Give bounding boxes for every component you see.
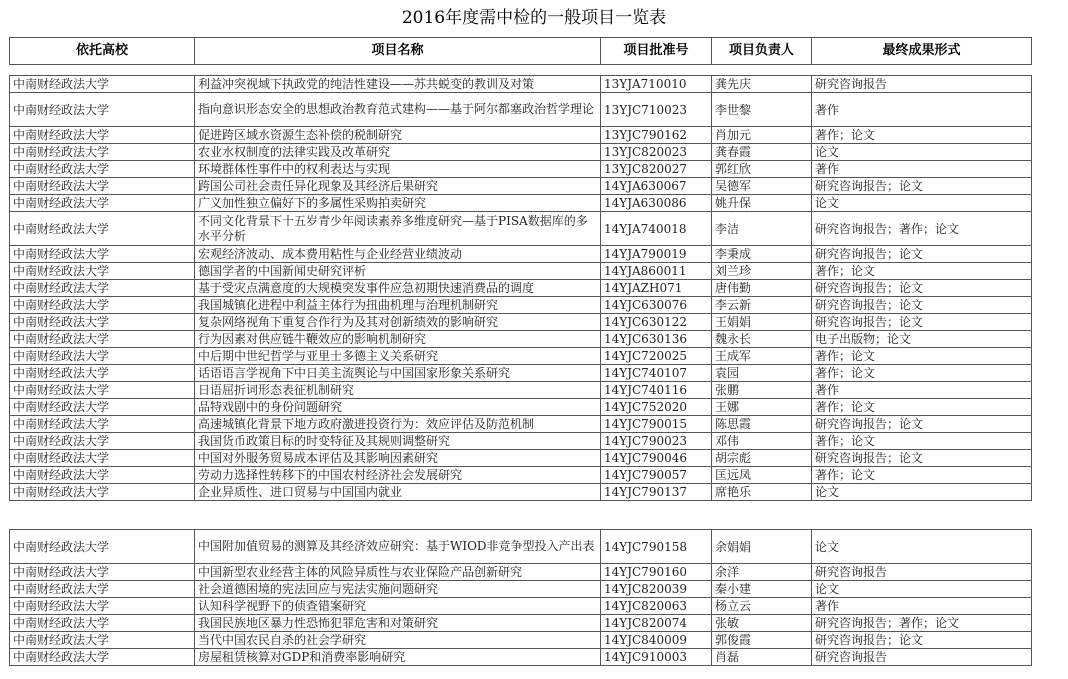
cell-approval-code: 14YJC820063 [601,598,712,615]
cell-project-name: 我国货币政策目标的时变特征及其规则调整研究 [195,433,601,450]
table-row [10,178,1032,195]
cell-approval-code: 14YJC910003 [601,649,712,666]
cell-leader: 余娟娟 [712,530,812,564]
cell-result-form: 研究咨询报告；论文 [812,314,1032,331]
cell-project-name: 跨国公司社会责任异化现象及其经济后果研究 [195,178,601,195]
table-row [10,212,1032,246]
cell-approval-code: 14YJC790023 [601,433,712,450]
cell-result-form: 著作；论文 [812,263,1032,280]
cell-school: 中南财经政法大学 [10,161,195,178]
cell-approval-code: 14YJC740116 [601,382,712,399]
cell-project-name: 利益冲突视域下执政党的纯洁性建设——苏共蜕变的教训及对策 [195,76,601,93]
table-header [9,37,1032,65]
cell-approval-code: 13YJC820027 [601,161,712,178]
table-row [10,331,1032,348]
table-row [10,297,1032,314]
cell-school: 中南财经政法大学 [10,649,195,666]
cell-project-name: 德国学者的中国新闻史研究评析 [195,263,601,280]
cell-school: 中南财经政法大学 [10,263,195,280]
cell-approval-code: 14YJC740107 [601,365,712,382]
cell-project-name: 中国附加值贸易的测算及其经济效应研究：基于WIOD非竞争型投入产出表 [195,530,601,564]
cell-school: 中南财经政法大学 [10,416,195,433]
cell-leader: 肖磊 [712,649,812,666]
cell-approval-code: 14YJC840009 [601,632,712,649]
cell-approval-code: 14YJA630086 [601,195,712,212]
project-table-group-2 [9,529,1032,666]
table-row [10,399,1032,416]
cell-result-form: 著作；论文 [812,433,1032,450]
table-row [10,484,1032,501]
cell-approval-code: 14YJC790137 [601,484,712,501]
cell-leader: 唐伟勤 [712,280,812,297]
table-row [10,382,1032,399]
cell-result-form: 研究咨询报告；论文 [812,632,1032,649]
cell-project-name: 广义加性独立偏好下的多属性采购拍卖研究 [195,195,601,212]
cell-result-form: 论文 [812,530,1032,564]
cell-project-name: 品特戏剧中的身份问题研究 [195,399,601,416]
header-result-form: 最终成果形式 [812,38,1032,65]
cell-school: 中南财经政法大学 [10,280,195,297]
cell-project-name: 话语语言学视角下中日美主流舆论与中国国家形象关系研究 [195,365,601,382]
table-row [10,76,1032,93]
cell-leader: 龚春霞 [712,144,812,161]
cell-approval-code: 14YJC820039 [601,581,712,598]
cell-result-form: 研究咨询报告；论文 [812,297,1032,314]
project-table-group-1 [9,75,1032,501]
cell-leader: 袁园 [712,365,812,382]
table-row [10,348,1032,365]
cell-leader: 王娜 [712,399,812,416]
header-approval-code: 项目批准号 [601,38,712,65]
cell-school: 中南财经政法大学 [10,581,195,598]
cell-approval-code: 14YJA860011 [601,263,712,280]
cell-leader: 李秉成 [712,246,812,263]
cell-project-name: 房屋租赁核算对GDP和消费率影响研究 [195,649,601,666]
cell-project-name: 认知科学视野下的侦查错案研究 [195,598,601,615]
table-row [10,467,1032,484]
cell-result-form: 论文 [812,195,1032,212]
table-row [10,161,1032,178]
cell-result-form: 研究咨询报告；著作；论文 [812,212,1032,246]
cell-result-form: 著作 [812,382,1032,399]
cell-school: 中南财经政法大学 [10,127,195,144]
cell-school: 中南财经政法大学 [10,297,195,314]
cell-result-form: 著作 [812,161,1032,178]
cell-leader: 匡远凤 [712,467,812,484]
cell-project-name: 复杂网络视角下重复合作行为及其对创新绩效的影响研究 [195,314,601,331]
cell-school: 中南财经政法大学 [10,615,195,632]
cell-approval-code: 14YJAZH071 [601,280,712,297]
cell-project-name: 高速城镇化背景下地方政府激进投资行为：效应评估及防范机制 [195,416,601,433]
cell-approval-code: 14YJC752020 [601,399,712,416]
cell-result-form: 研究咨询报告；论文 [812,416,1032,433]
cell-approval-code: 14YJC630136 [601,331,712,348]
cell-result-form: 研究咨询报告；论文 [812,246,1032,263]
cell-project-name: 促进跨区域水资源生态补偿的税制研究 [195,127,601,144]
cell-leader: 王娟娟 [712,314,812,331]
cell-approval-code: 13YJC710023 [601,93,712,127]
cell-result-form: 著作；论文 [812,365,1032,382]
cell-result-form: 论文 [812,484,1032,501]
table-row [10,195,1032,212]
cell-project-name: 当代中国农民自杀的社会学研究 [195,632,601,649]
cell-school: 中南财经政法大学 [10,564,195,581]
cell-leader: 郭红欣 [712,161,812,178]
cell-approval-code: 14YJA630067 [601,178,712,195]
cell-project-name: 不同文化背景下十五岁青少年阅读素养多维度研究—基于PISA数据库的多水平分析 [195,212,601,246]
cell-approval-code: 14YJC820074 [601,615,712,632]
cell-project-name: 中后期中世纪哲学与亚里士多德主义关系研究 [195,348,601,365]
cell-result-form: 著作；论文 [812,348,1032,365]
table-row [10,564,1032,581]
cell-school: 中南财经政法大学 [10,399,195,416]
cell-project-name: 行为因素对供应链牛鞭效应的影响机制研究 [195,331,601,348]
cell-leader: 李云新 [712,297,812,314]
cell-result-form: 著作；论文 [812,127,1032,144]
cell-approval-code: 14YJC790015 [601,416,712,433]
cell-project-name: 我国民族地区暴力性恐怖犯罪危害和对策研究 [195,615,601,632]
cell-school: 中南财经政法大学 [10,246,195,263]
table-row [10,433,1032,450]
table-row [10,416,1032,433]
cell-result-form: 著作 [812,598,1032,615]
header-project-name: 项目名称 [195,38,601,65]
cell-school: 中南财经政法大学 [10,530,195,564]
cell-leader: 魏永长 [712,331,812,348]
header-school: 依托高校 [10,38,195,65]
table-row [10,246,1032,263]
cell-approval-code: 14YJC790057 [601,467,712,484]
cell-leader: 李洁 [712,212,812,246]
cell-school: 中南财经政法大学 [10,382,195,399]
cell-leader: 胡宗彪 [712,450,812,467]
cell-approval-code: 14YJC630076 [601,297,712,314]
cell-approval-code: 14YJA790019 [601,246,712,263]
cell-result-form: 研究咨询报告 [812,649,1032,666]
cell-leader: 秦小建 [712,581,812,598]
cell-result-form: 论文 [812,581,1032,598]
cell-result-form: 研究咨询报告；论文 [812,450,1032,467]
cell-school: 中南财经政法大学 [10,598,195,615]
cell-result-form: 电子出版物；论文 [812,331,1032,348]
cell-leader: 刘兰珍 [712,263,812,280]
cell-school: 中南财经政法大学 [10,76,195,93]
table-row [10,365,1032,382]
cell-leader: 邓伟 [712,433,812,450]
cell-approval-code: 13YJA710010 [601,76,712,93]
cell-project-name: 环境群体性事件中的权利表达与实现 [195,161,601,178]
table-row [10,314,1032,331]
cell-project-name: 中国对外服务贸易成本评估及其影响因素研究 [195,450,601,467]
cell-project-name: 农业水权制度的法律实践及改革研究 [195,144,601,161]
cell-project-name: 日语屈折词形态表征机制研究 [195,382,601,399]
cell-approval-code: 13YJC820023 [601,144,712,161]
cell-school: 中南财经政法大学 [10,632,195,649]
cell-school: 中南财经政法大学 [10,365,195,382]
cell-approval-code: 14YJC790158 [601,530,712,564]
document-title: 2016年度需中检的一般项目一览表 [401,8,667,28]
table-row [10,93,1032,127]
table-row [10,144,1032,161]
cell-school: 中南财经政法大学 [10,314,195,331]
cell-result-form: 著作 [812,93,1032,127]
cell-leader: 王成军 [712,348,812,365]
table-row [10,615,1032,632]
table-row [10,127,1032,144]
cell-approval-code: 14YJC630122 [601,314,712,331]
cell-school: 中南财经政法大学 [10,467,195,484]
cell-project-name: 企业异质性、进口贸易与中国国内就业 [195,484,601,501]
cell-school: 中南财经政法大学 [10,178,195,195]
table-row [10,598,1032,615]
cell-approval-code: 14YJC790160 [601,564,712,581]
cell-leader: 张鹏 [712,382,812,399]
table-row [10,530,1032,564]
cell-school: 中南财经政法大学 [10,93,195,127]
cell-approval-code: 13YJC790162 [601,127,712,144]
cell-result-form: 研究咨询报告；论文 [812,178,1032,195]
cell-project-name: 社会道德困境的宪法回应与宪法实施问题研究 [195,581,601,598]
cell-result-form: 研究咨询报告；著作；论文 [812,615,1032,632]
cell-school: 中南财经政法大学 [10,433,195,450]
table-row [10,632,1032,649]
table-row [10,280,1032,297]
cell-school: 中南财经政法大学 [10,212,195,246]
cell-leader: 龚先庆 [712,76,812,93]
cell-approval-code: 14YJC720025 [601,348,712,365]
cell-leader: 肖加元 [712,127,812,144]
cell-project-name: 基于受灾点满意度的大规模突发事件应急初期快速消费品的调度 [195,280,601,297]
cell-project-name: 宏观经济波动、成本费用粘性与企业经营业绩波动 [195,246,601,263]
table-row [10,450,1032,467]
cell-project-name: 中国新型农业经营主体的风险异质性与农业保险产品创新研究 [195,564,601,581]
cell-approval-code: 14YJC790046 [601,450,712,467]
cell-leader: 李世黎 [712,93,812,127]
cell-result-form: 研究咨询报告 [812,76,1032,93]
cell-school: 中南财经政法大学 [10,484,195,501]
cell-school: 中南财经政法大学 [10,450,195,467]
table-row [10,263,1032,280]
table-row [10,581,1032,598]
header-row [10,38,1032,65]
cell-result-form: 论文 [812,144,1032,161]
header-leader: 项目负责人 [712,38,812,65]
cell-leader: 姚升保 [712,195,812,212]
cell-leader: 陈思霞 [712,416,812,433]
cell-school: 中南财经政法大学 [10,144,195,161]
cell-leader: 吴德军 [712,178,812,195]
cell-leader: 席艳乐 [712,484,812,501]
cell-leader: 张敏 [712,615,812,632]
cell-project-name: 指向意识形态安全的思想政治教育范式建构——基于阿尔都塞政治哲学理论 [195,93,601,127]
cell-approval-code: 14YJA740018 [601,212,712,246]
cell-project-name: 劳动力选择性转移下的中国农村经济社会发展研究 [195,467,601,484]
cell-school: 中南财经政法大学 [10,348,195,365]
table-row [10,649,1032,666]
cell-leader: 杨立云 [712,598,812,615]
cell-leader: 郭俊霞 [712,632,812,649]
cell-school: 中南财经政法大学 [10,195,195,212]
cell-result-form: 著作；论文 [812,467,1032,484]
cell-leader: 余洋 [712,564,812,581]
cell-result-form: 研究咨询报告；论文 [812,280,1032,297]
cell-school: 中南财经政法大学 [10,331,195,348]
cell-result-form: 著作；论文 [812,399,1032,416]
cell-result-form: 研究咨询报告 [812,564,1032,581]
cell-project-name: 我国城镇化进程中利益主体行为扭曲机理与治理机制研究 [195,297,601,314]
